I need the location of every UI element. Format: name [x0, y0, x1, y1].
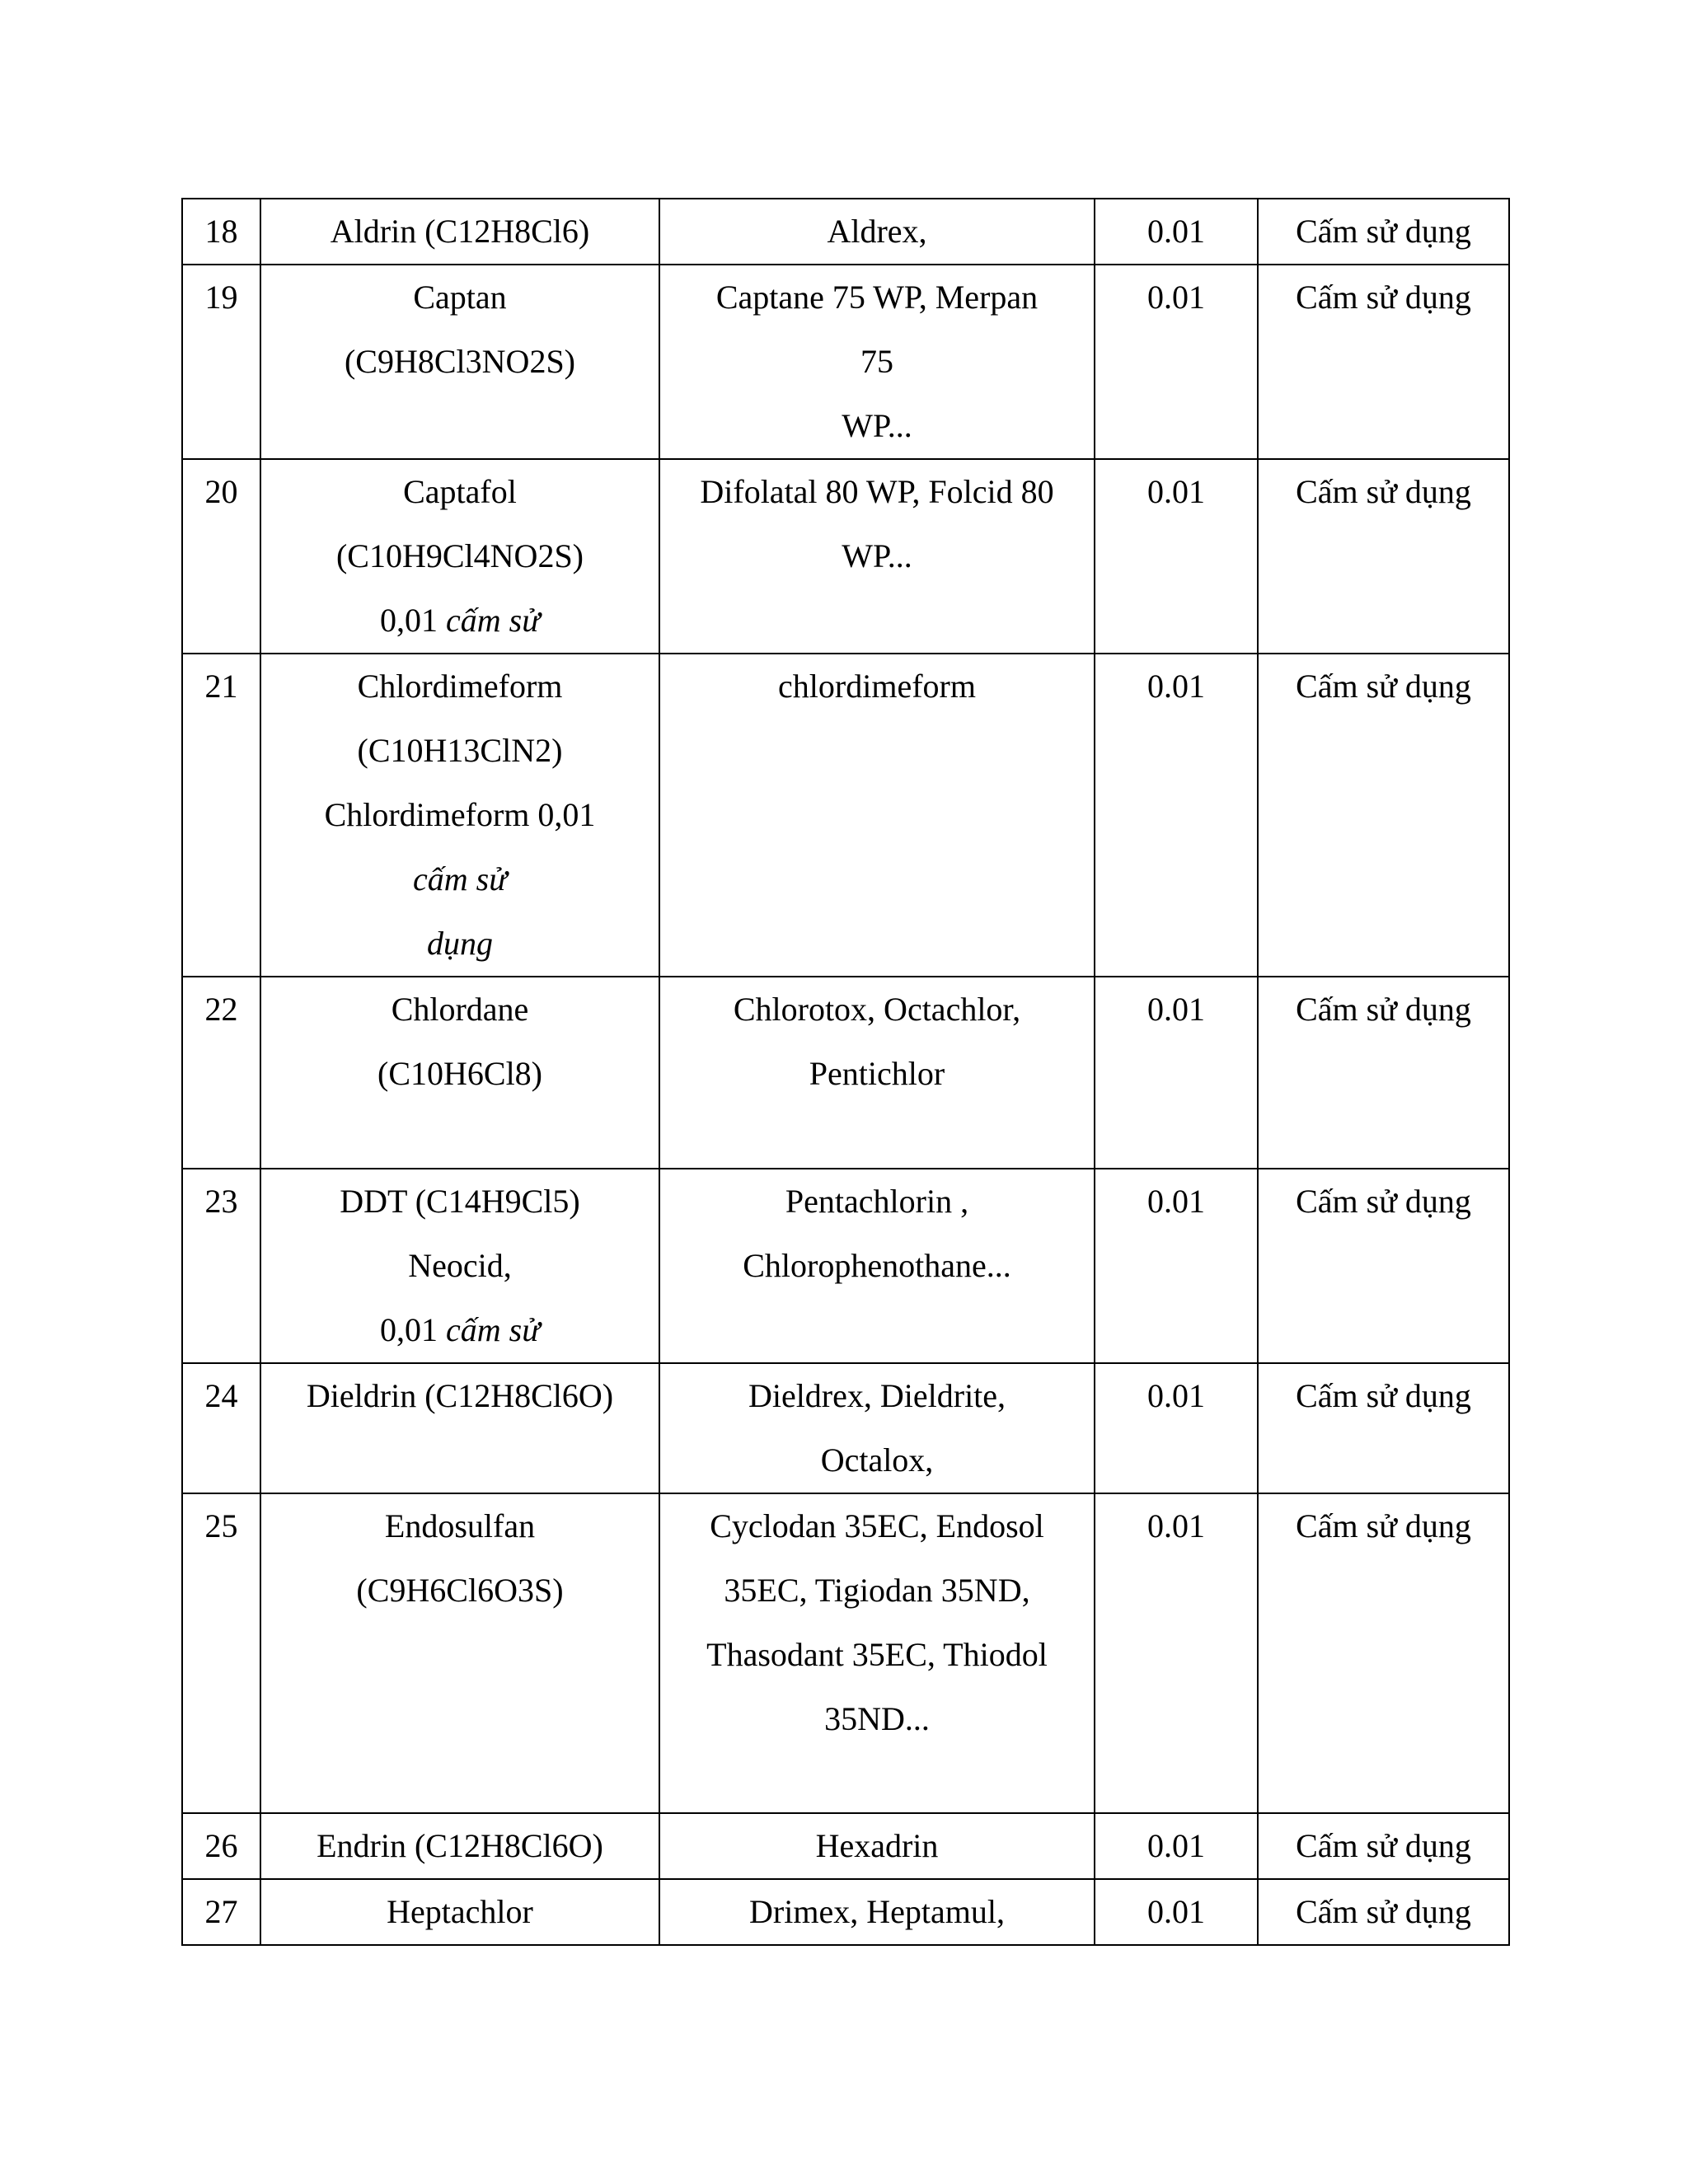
limit-cell: 0.01 — [1095, 199, 1258, 265]
status-cell: Cấm sử dụng — [1258, 1363, 1509, 1493]
substance-line — [266, 1042, 654, 1106]
substance-text: Aldrin (C12H8Cl6) — [330, 213, 590, 250]
limit-cell: 0.01 — [1095, 1169, 1258, 1363]
trade-name-line: Octalox, — [820, 1441, 934, 1479]
substance-text: (C10H13ClN2) — [357, 732, 563, 769]
trade-name-line: Drimex, Heptamul, — [749, 1893, 1005, 1930]
status-cell: Cấm sử dụng — [1258, 977, 1509, 1169]
substance-cell — [260, 1169, 659, 1363]
limit-cell: 0.01 — [1095, 1813, 1258, 1879]
substance-text: Neocid, — [408, 1247, 512, 1284]
row-number-cell: 24 — [182, 1363, 260, 1493]
trade-names-cell — [659, 265, 1095, 459]
substance-line — [266, 265, 654, 330]
trade-name-line: Captane 75 WP, Merpan — [715, 279, 1039, 316]
trade-names-cell — [659, 1493, 1095, 1813]
substance-text: (C9H6Cl6O3S) — [356, 1572, 564, 1609]
substance-note: dụng — [427, 925, 493, 962]
pesticide-table-body — [182, 199, 1509, 1945]
row-number-cell: 23 — [182, 1169, 260, 1363]
substance-cell — [260, 977, 659, 1169]
pesticide-table — [181, 198, 1510, 1946]
trade-name-line: Chlorotox, Octachlor, — [733, 991, 1021, 1028]
limit-cell: 0.01 — [1095, 977, 1258, 1169]
status-cell: Cấm sử dụng — [1258, 1493, 1509, 1813]
substance-text: (C9H8Cl3NO2S) — [344, 343, 576, 380]
substance-line — [266, 1364, 654, 1428]
table-row — [182, 654, 1509, 977]
table-row — [182, 1813, 1509, 1879]
substance-line — [266, 912, 654, 976]
limit-cell: 0.01 — [1095, 459, 1258, 654]
substance-text: DDT (C14H9Cl5) — [340, 1183, 580, 1220]
substance-text: Heptachlor — [387, 1893, 533, 1930]
trade-name-line: WP... — [842, 407, 912, 444]
trade-names-cell — [659, 1169, 1095, 1363]
substance-line — [266, 460, 654, 524]
trade-name-line: Thasodant 35EC, Thiodol — [706, 1636, 1048, 1673]
trade-names-cell — [659, 459, 1095, 654]
row-number-cell: 22 — [182, 977, 260, 1169]
substance-line — [266, 1234, 654, 1298]
status-cell: Cấm sử dụng — [1258, 459, 1509, 654]
substance-cell — [260, 1813, 659, 1879]
substance-line — [266, 1880, 654, 1944]
limit-cell: 0.01 — [1095, 1879, 1258, 1945]
substance-cell — [260, 459, 659, 654]
substance-text: Captan — [413, 279, 507, 316]
trade-names-cell — [659, 654, 1095, 977]
row-number-cell: 18 — [182, 199, 260, 265]
table-row — [182, 1879, 1509, 1945]
status-cell: Cấm sử dụng — [1258, 199, 1509, 265]
trade-name-line: chlordimeform — [778, 668, 976, 705]
substance-text: Chlordimeform — [357, 668, 563, 705]
substance-cell — [260, 265, 659, 459]
substance-text: 0,01 — [379, 602, 446, 639]
substance-text: Dieldrin (C12H8Cl6O) — [306, 1377, 614, 1414]
trade-name-line: Hexadrin — [815, 1827, 939, 1864]
limit-cell: 0.01 — [1095, 1363, 1258, 1493]
trade-name-line: Pentachlorin , — [785, 1183, 969, 1220]
substance-line — [266, 1169, 654, 1234]
substance-text: 0,01 — [379, 1311, 446, 1348]
table-row — [182, 1169, 1509, 1363]
substance-text: Captafol — [403, 473, 517, 510]
substance-text: Endrin (C12H8Cl6O) — [316, 1827, 603, 1864]
trade-name-line: Cyclodan 35EC, Endosol — [710, 1507, 1044, 1544]
substance-line — [266, 524, 654, 588]
status-cell: Cấm sử dụng — [1258, 1813, 1509, 1879]
substance-line — [266, 1298, 654, 1362]
table-row — [182, 459, 1509, 654]
table-row — [182, 1363, 1509, 1493]
trade-names-cell — [659, 977, 1095, 1169]
substance-cell — [260, 1879, 659, 1945]
status-cell: Cấm sử dụng — [1258, 1879, 1509, 1945]
trade-name-line: Aldrex, — [827, 213, 927, 250]
trade-names-cell — [659, 1879, 1095, 1945]
substance-line — [266, 783, 654, 847]
substance-line — [266, 1814, 654, 1878]
substance-line — [266, 977, 654, 1042]
substance-cell — [260, 1363, 659, 1493]
status-cell: Cấm sử dụng — [1258, 654, 1509, 977]
trade-names-cell — [659, 1363, 1095, 1493]
row-number-cell: 19 — [182, 265, 260, 459]
substance-note: cấm sử — [412, 860, 508, 898]
trade-name-line: 75 — [860, 343, 893, 380]
substance-cell — [260, 654, 659, 977]
trade-name-line: Difolatal 80 WP, Folcid 80 — [700, 473, 1054, 510]
substance-text: Chlordimeform 0,01 — [324, 796, 596, 833]
substance-line — [266, 719, 654, 783]
status-cell: Cấm sử dụng — [1258, 1169, 1509, 1363]
substance-note: cấm sử — [445, 1311, 541, 1348]
limit-cell: 0.01 — [1095, 654, 1258, 977]
row-number-cell: 20 — [182, 459, 260, 654]
table-row — [182, 265, 1509, 459]
substance-line — [266, 654, 654, 719]
substance-cell — [260, 1493, 659, 1813]
trade-name-line: WP... — [842, 537, 912, 574]
substance-line — [266, 1558, 654, 1623]
status-cell: Cấm sử dụng — [1258, 265, 1509, 459]
substance-line — [266, 588, 654, 653]
row-number-cell: 21 — [182, 654, 260, 977]
trade-names-cell — [659, 1813, 1095, 1879]
trade-name-line: Chlorophenothane... — [743, 1247, 1011, 1284]
table-row — [182, 1493, 1509, 1813]
substance-line — [266, 847, 654, 912]
substance-text: (C10H6Cl8) — [377, 1055, 542, 1092]
substance-line — [266, 1494, 654, 1558]
substance-text: Endosulfan — [384, 1507, 536, 1544]
substance-note: cấm sử — [445, 602, 541, 639]
row-number-cell: 27 — [182, 1879, 260, 1945]
substance-line — [266, 330, 654, 394]
substance-line — [266, 199, 654, 264]
substance-text: Chlordane — [391, 991, 529, 1028]
trade-name-line: 35ND... — [824, 1700, 930, 1737]
limit-cell: 0.01 — [1095, 1493, 1258, 1813]
trade-name-line: Dieldrex, Dieldrite, — [748, 1377, 1006, 1414]
substance-cell — [260, 199, 659, 265]
table-row — [182, 977, 1509, 1169]
trade-name-line: Pentichlor — [809, 1055, 945, 1092]
limit-cell: 0.01 — [1095, 265, 1258, 459]
substance-text: (C10H9Cl4NO2S) — [335, 537, 584, 574]
trade-name-line: 35EC, Tigiodan 35ND, — [724, 1572, 1030, 1609]
row-number-cell: 25 — [182, 1493, 260, 1813]
trade-names-cell — [659, 199, 1095, 265]
row-number-cell: 26 — [182, 1813, 260, 1879]
table-row — [182, 199, 1509, 265]
